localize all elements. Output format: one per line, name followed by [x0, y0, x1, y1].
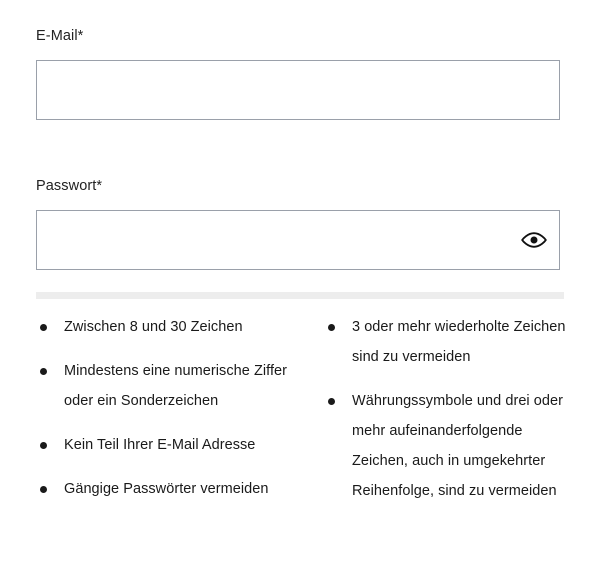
rule-text: Gängige Passwörter vermeiden: [64, 481, 269, 497]
bullet-icon: [40, 324, 47, 331]
rule-text: Mindestens eine numerische Ziffer oder ein Sonderzeichen: [64, 363, 288, 409]
password-rules-left-column: [36, 312, 298, 518]
list-item: [36, 356, 298, 416]
list-item: [36, 474, 298, 504]
email-label: E-Mail*: [36, 28, 84, 44]
eye-icon[interactable]: [521, 230, 547, 250]
list-item: [36, 430, 298, 460]
email-input[interactable]: [37, 61, 559, 119]
bullet-icon: [328, 398, 335, 405]
rule-text: Zwischen 8 und 30 Zeichen: [64, 319, 243, 335]
email-input-box[interactable]: [36, 60, 560, 120]
password-input-box[interactable]: [36, 210, 560, 270]
eye-icon-svg: [521, 232, 547, 248]
list-item: [324, 312, 574, 372]
bullet-icon: [328, 324, 335, 331]
bullet-icon: [40, 368, 47, 375]
password-label: Passwort*: [36, 178, 103, 194]
password-rules-right-column: [324, 312, 574, 520]
bullet-icon: [40, 486, 47, 493]
bullet-icon: [40, 442, 47, 449]
field-separator: [36, 292, 564, 299]
list-item: [36, 312, 298, 342]
rule-text: 3 oder mehr wiederholte Zeichen sind zu vermeiden: [352, 319, 566, 365]
rule-text: Währungssymbole und drei oder mehr aufeinanderfolgende Zeichen, auch in umgekehrter Reihenfolge, sind zu vermeiden: [352, 393, 564, 499]
rule-text: Kein Teil Ihrer E-Mail Adresse: [64, 437, 256, 453]
list-item: [324, 386, 574, 506]
password-input[interactable]: [37, 211, 559, 269]
